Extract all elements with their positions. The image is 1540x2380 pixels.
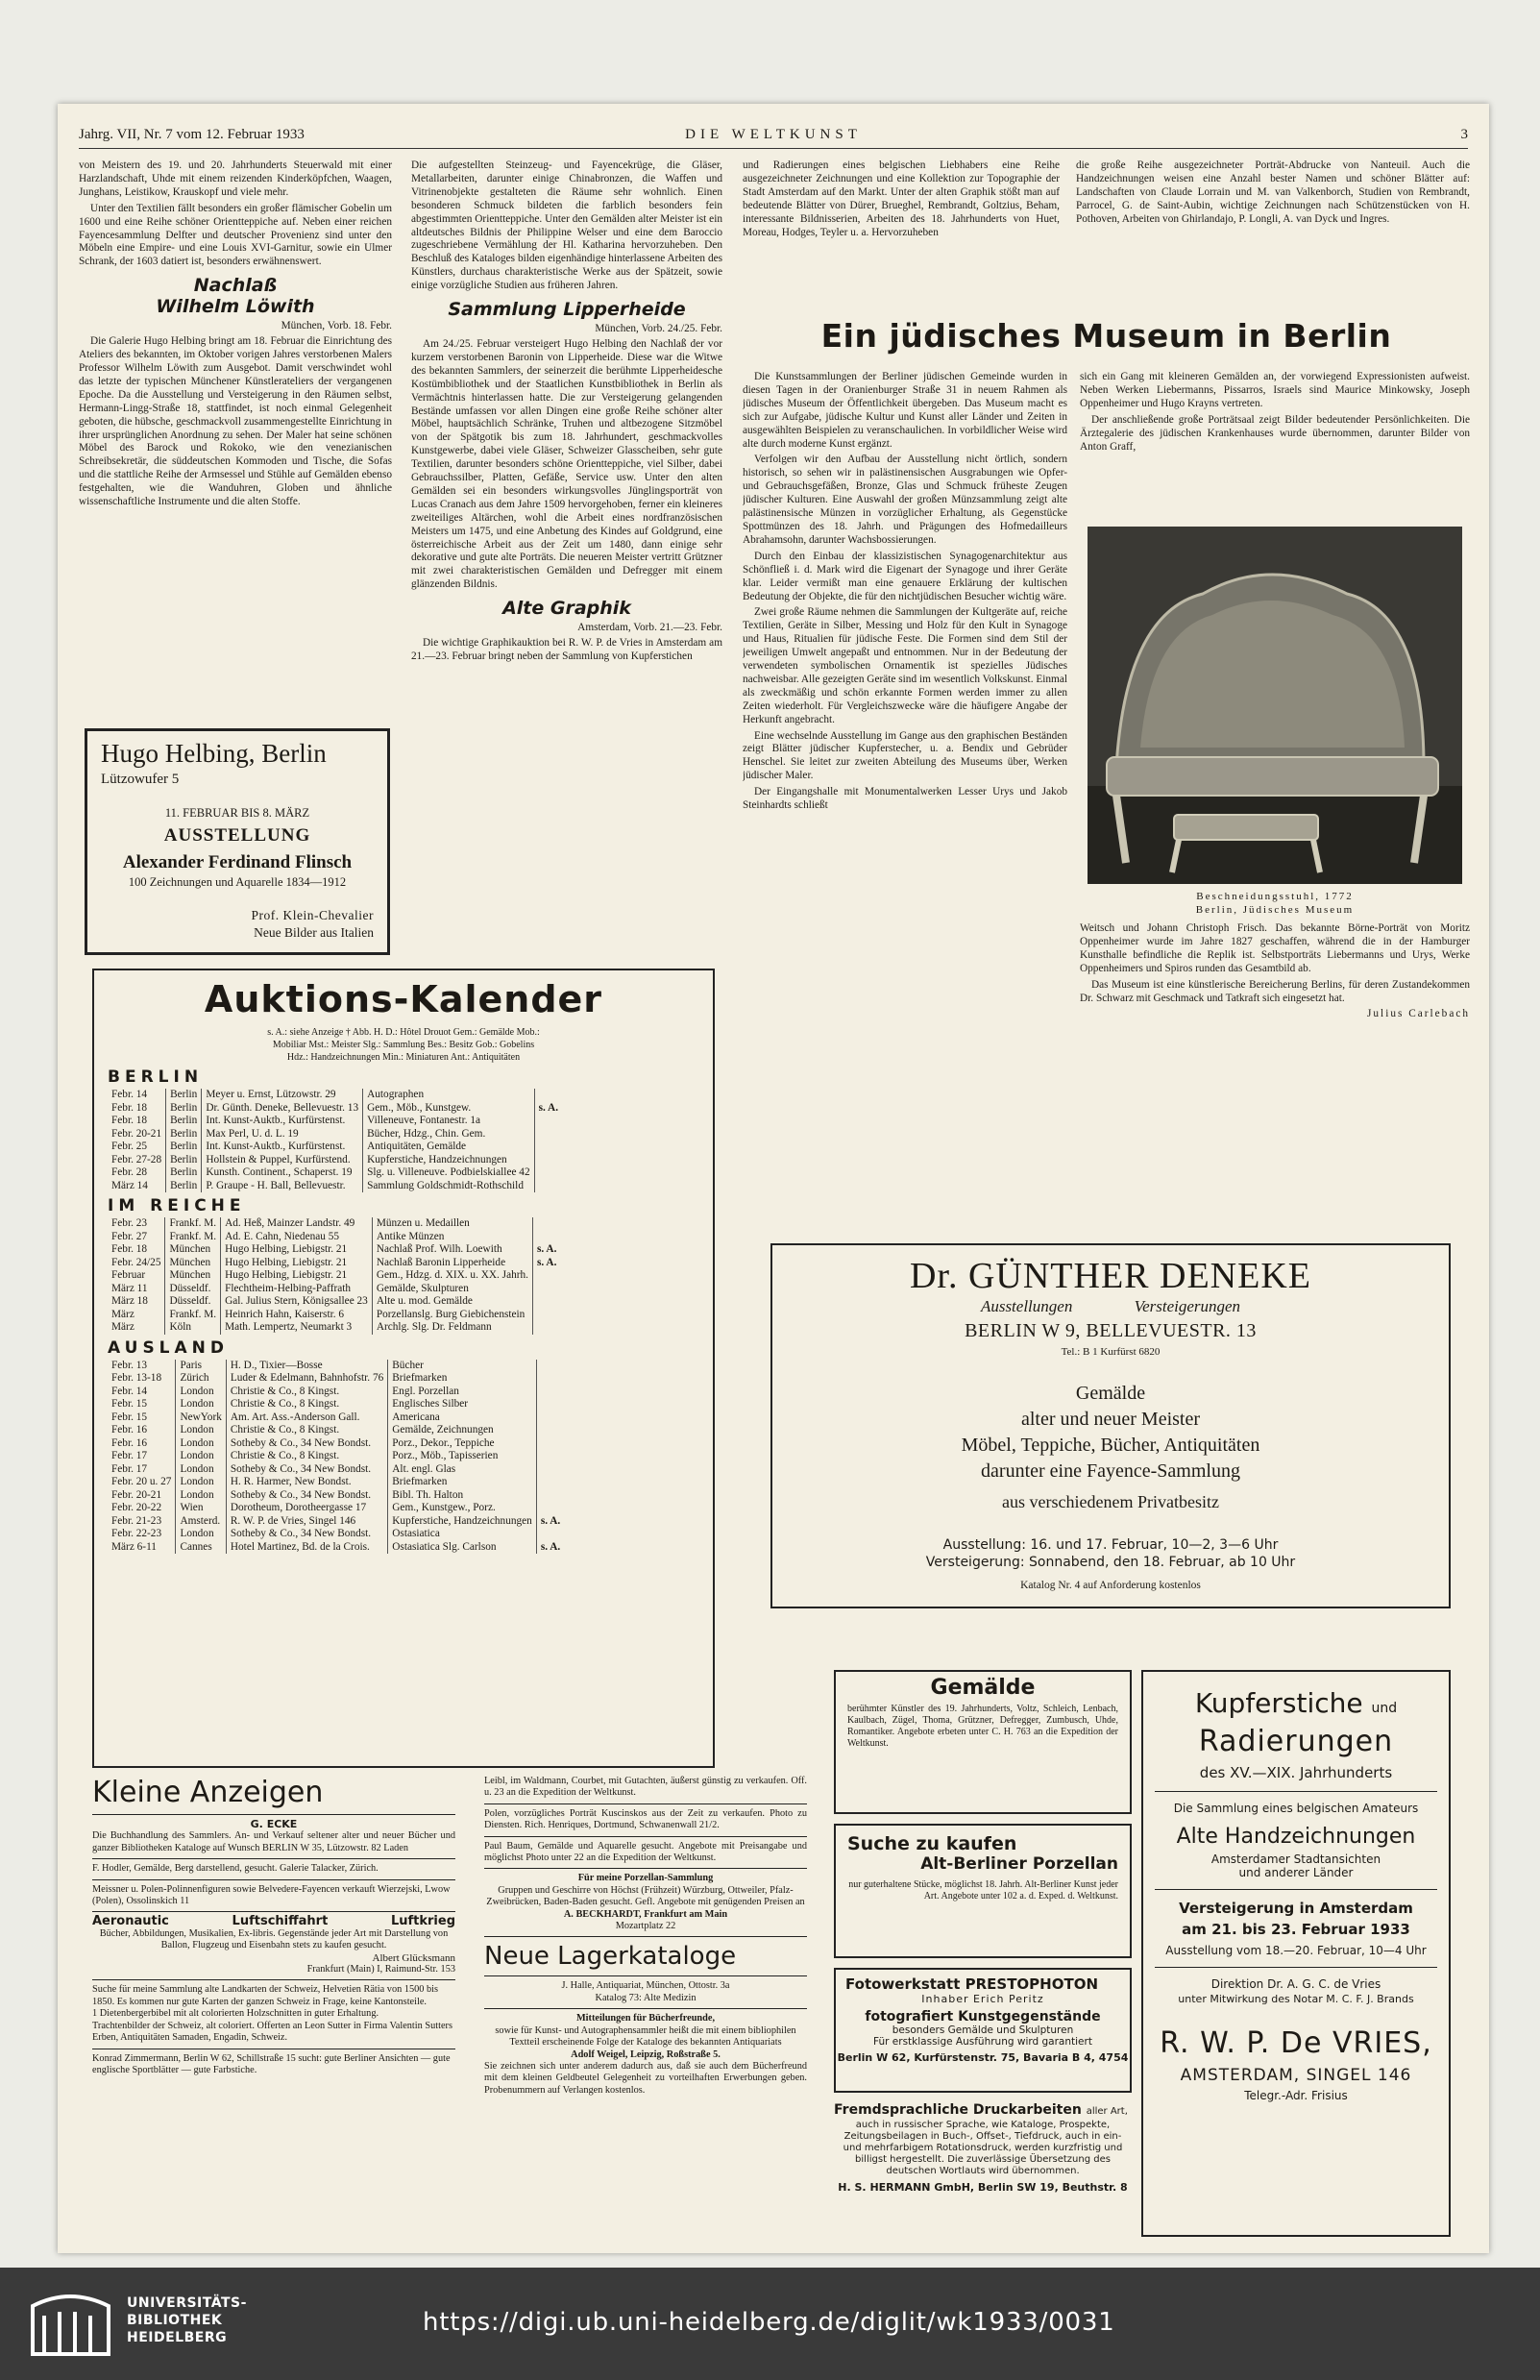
calendar-subject: Gemälde, Skulpturen	[372, 1283, 532, 1296]
museum-title: Ein jüdisches Museum in Berlin	[820, 317, 1392, 355]
calendar-ref	[534, 1154, 562, 1167]
calendar-date: Febr. 20-22	[111, 1502, 162, 1513]
calendar-subject: Porz., Dekor., Teppiche	[388, 1437, 537, 1451]
calendar-row	[108, 1463, 564, 1477]
calendar-row	[108, 1489, 564, 1503]
calendar-subject: Briefmarken	[388, 1372, 537, 1386]
calendar-ref	[534, 1115, 562, 1128]
calendar-row	[108, 1502, 564, 1515]
calendar-city: London	[176, 1424, 226, 1437]
calendar-date: Febr. 27	[111, 1230, 148, 1242]
calendar-row	[108, 1450, 564, 1463]
calendar-row	[108, 1386, 564, 1399]
lager-title: Neue Lagerkataloge	[484, 1942, 737, 1972]
calendar-subject: Gem., Hdzg. d. XIX. u. XX. Jahrh.	[372, 1269, 532, 1283]
calendar-row	[108, 1231, 560, 1244]
calendar-city: London	[176, 1437, 226, 1451]
calendar-ref	[532, 1321, 560, 1335]
calendar-row	[108, 1528, 564, 1541]
calendar-house: Sotheby & Co., 34 New Bondst.	[226, 1463, 387, 1477]
calendar-date: Febr. 25	[111, 1141, 148, 1152]
calendar-city: Frankf. M.	[165, 1231, 221, 1244]
calendar-date: Febr. 21-23	[111, 1514, 162, 1527]
university-library-logo-icon	[25, 2287, 116, 2362]
calendar-house: Luder & Edelmann, Bahnhofstr. 76	[226, 1372, 387, 1386]
calendar-subject: Archlg. Slg. Dr. Feldmann	[372, 1321, 532, 1335]
calendar-date: Febr. 15	[111, 1398, 148, 1410]
calendar-city: Wien	[176, 1502, 226, 1515]
calendar-city: Frankf. M.	[165, 1217, 221, 1231]
calendar-house: Hugo Helbing, Liebigstr. 21	[221, 1243, 373, 1257]
calendar-city: Berlin	[166, 1102, 202, 1116]
calendar-ref	[536, 1398, 564, 1411]
calendar-ref	[536, 1437, 564, 1451]
calendar-house: Christie & Co., 8 Kingst.	[226, 1450, 387, 1463]
calendar-subject: Gem., Möb., Kunstgew.	[363, 1102, 535, 1116]
calendar-city: London	[176, 1476, 226, 1489]
calendar-city: London	[176, 1386, 226, 1399]
calendar-subject: Alte u. mod. Gemälde	[372, 1295, 532, 1309]
calendar-city: Berlin	[166, 1128, 202, 1141]
calendar-house: Heinrich Hahn, Kaiserstr. 6	[221, 1309, 373, 1322]
calendar-ref	[532, 1283, 560, 1296]
calendar-house: Hugo Helbing, Liebigstr. 21	[221, 1257, 373, 1270]
calendar-city: Paris	[176, 1360, 226, 1373]
article-heading-graphik: Alte Graphik	[502, 598, 631, 620]
calendar-city: London	[176, 1528, 226, 1541]
calendar-ref	[536, 1489, 564, 1503]
museum-column-a: Die Kunstsammlungen der Berliner jüdischen Gemeinde wurden in diesen Tagen in der Oranienburger Straße 31 in neuem Rahmen als jüdisches Museum der Öffentlichkeit übergeben. Das Museum macht es sich zur Aufgabe, jüdische Kultur und Kunst aller Länder und Zeiten in ausgewählten Beispielen zu veranschaulichen. In vorbildlicher Weise wird alte durch moderne Kunst ergänzt. Verfolgen wir den Aufbau der Ausstellung nicht örtlich, sondern historisch, so sehen wir in palästinensischen Ausgrabungen wie Opfer- und Gebrauchsgefäßen, Bronze, Glas und Schmuck früheste Zeugen jüdischer Kulturen. Eine Auswahl der großen Münzsammlung zeigt alte palästinensische Münzen in vorzüglicher Erhaltung, als Gegenstücke Spottmünzen des 18. Jahrh. und Prägungen des Hofmedailleurs Abrahamsohn, darunter Wachsbossierungen. Durch den Einbau der klassizistischen Synagogenarchitektur aus Schönfließ i. d. Mark wird die Eigenart der Synagoge und ihrer Geräte klar. Leider vermißt man eine genauere Erklärung der kultischen Bedeutung der Objekte, die für den nichtjüdischen Besucher wichtig wäre. Zwei große Räume nehmen die Sammlungen der Kultgeräte auf, reiche Textilien, Geräte in Silber, Messing und Holz für den Kult in Synagoge und Haus, Ritualien für jüdische Feste. Die Formen sind dem Stil der jeweiligen Umwelt angepaßt und entnommen. Nur in der Bedeutung der verwendeten symbolischen Ornamentik ist spezielles Jüdisches nachweisbar. Alle gezeigten Geräte sind im wesentlich Volkskunst. Einmal als zweckmäßig und schön erkannte Formen werden immer zu allen Zeiten wiederholt. Für Vergleichszwecke wäre die häufigere Angabe der Herkunft angebracht. Eine wechselnde Ausstellung im Gange aus den graphischen Beständen zeigt Blätter jüdischer Kupferstecher, u. a. Bendix und Gebrüder Henschel. Sie leitet zur zweiten Abteilung des Museums über, Werken jüdischer Maler. Der Eingangshalle mit Monumentalwerken Lesser Urys und Jakob Steinhardts schließt	[743, 371, 1067, 812]
calendar-row	[108, 1243, 560, 1257]
calendar-row	[108, 1360, 564, 1373]
calendar-house: Sotheby & Co., 34 New Bondst.	[226, 1437, 387, 1451]
calendar-date: Febr. 20-21	[111, 1127, 162, 1140]
calendar-date: März 11	[111, 1282, 148, 1294]
calendar-ref	[532, 1269, 560, 1283]
calendar-house: Sotheby & Co., 34 New Bondst.	[226, 1528, 387, 1541]
calendar-subject: Kupferstiche, Handzeichnungen	[388, 1515, 537, 1529]
calendar-ref	[536, 1372, 564, 1386]
calendar-house: Meyer u. Ernst, Lützowstr. 29	[202, 1089, 363, 1102]
article-heading-loewith: Nachlaß Wilhelm Löwith	[156, 275, 315, 318]
article-author: Julius Carlebach	[1367, 1008, 1470, 1020]
calendar-row	[108, 1089, 562, 1102]
calendar-city: London	[176, 1450, 226, 1463]
calendar-city: NewYork	[176, 1411, 226, 1425]
calendar-subject: Autographen	[363, 1089, 535, 1102]
ad-helbing-name: Hugo Helbing, Berlin	[101, 739, 327, 768]
calendar-ref	[532, 1309, 560, 1322]
calendar-subject: Ostasiatica	[388, 1528, 537, 1541]
calendar-subject: Gemälde, Zeichnungen	[388, 1424, 537, 1437]
calendar-subject: Nachlaß Baronin Lipperheide	[372, 1257, 532, 1270]
calendar-row	[108, 1166, 562, 1180]
calendar-date: Febr. 22-23	[111, 1528, 162, 1539]
calendar-row	[108, 1424, 564, 1437]
newspaper-scan	[58, 104, 1489, 2253]
calendar-city: Berlin	[166, 1141, 202, 1154]
calendar-row	[108, 1128, 562, 1141]
page-header	[79, 123, 1468, 149]
calendar-subject: Münzen u. Medaillen	[372, 1217, 532, 1231]
calendar-date: Febr. 18	[111, 1243, 148, 1255]
calendar-subject: Alt. engl. Glas	[388, 1463, 537, 1477]
calendar-ref	[532, 1295, 560, 1309]
calendar-ref	[536, 1463, 564, 1477]
calendar-subject: Sammlung Goldschmidt-Rothschild	[363, 1180, 535, 1193]
calendar-ref	[536, 1424, 564, 1437]
calendar-house: Max Perl, U. d. L. 19	[202, 1128, 363, 1141]
calendar-city: München	[165, 1269, 221, 1283]
calendar-subject: Gem., Kunstgew., Porz.	[388, 1502, 537, 1515]
calendar-ref	[536, 1476, 564, 1489]
calendar-row	[108, 1398, 564, 1411]
calendar-ref	[536, 1360, 564, 1373]
middle-ads: Leibl, im Waldmann, Courbet, mit Gutachten, äußerst günstig zu verkaufen. Off. u. 23 an die Expedition der Weltkunst. Polen, vorzügliches Porträt Kuscinskos aus der Zeit zu verkaufen. Photo zu Diensten. Rich. Henriques, Dortmund, Schwanenwall 21/2. Paul Baum, Gemälde und Aquarelle gesucht. Angebote mit Preisangabe und möglichst Photo unter 22 an die Expedition der Weltkunst. Für meine Porzellan-Sammlung Gruppen und Geschirre von Höchst (Frühzeit) Würzburg, Ottweiler, Pfalz-Zweibrücken, Baden-Baden gesucht. Gefl. Angebote mit genügenden Preisen an A. BECKHARDT, Frankfurt am Main Mozartplatz 22 Neue Lagerkataloge J. Halle, Antiquariat, München, Ottostr. 3a Katalog 73: Alte Medizin Mitteilungen für Bücherfreunde, sowie für Kunst- und Autographensammler heißt die mit einem bibliophilen Textteil erscheinende Folge der Kataloge des bekannten Antiquariats Adolf Weigel, Leipzig, Roßstraße 5. Sie zeichnen sich unter anderem dadurch aus, daß sie auch dem Bücherfreund mit dem kleinen Geldbeutel Gelegenheit zu vorteilhaften Erwerbungen geben. Probenummern auf Verlangen kostenlos.	[484, 1776, 807, 2096]
calendar-row	[108, 1372, 564, 1386]
calendar-city: Cannes	[176, 1541, 226, 1555]
calendar-row	[108, 1180, 562, 1193]
calendar-house: Sotheby & Co., 34 New Bondst.	[226, 1489, 387, 1503]
column-4-top: die große Reihe ausgezeichneter Porträt-Abdrucke von Nanteuil. Auch die Handzeichnungen weisen eine Anzahl bester Namen und schöner Blätter auf: Landschaften von Claude Lorrain und M. van Valkenborch, Studien von Rembrandt, Parrocel, G. de Saint-Aubin, wichtige Zeichnungen nach Schützenstücken von H. Pothoven, Arbeiten von Ghirlandajo, P. Longli, A. van Dyck und Ingres.	[1076, 159, 1470, 225]
calendar-date: Febr. 14	[111, 1385, 148, 1397]
calendar-section-ausland: AUSLAND	[108, 1337, 230, 1358]
calendar-row	[108, 1437, 564, 1451]
calendar-section-berlin: BERLIN	[108, 1067, 204, 1087]
calendar-city: Düsseldf.	[165, 1283, 221, 1296]
ad-deneke-name: Dr. GÜNTHER DENEKE	[909, 1256, 1311, 1296]
calendar-house: Ad. Heß, Mainzer Landstr. 49	[221, 1217, 373, 1231]
ad-helbing: Hugo Helbing, Berlin Lützowufer 5 11. FEBRUAR BIS 8. MÄRZ AUSSTELLUNG Alexander Ferdinand Flinsch 100 Zeichnungen und Aquarelle 1834—1912 Prof. Klein-Chevalier Neue Bilder aus Italien	[85, 728, 390, 955]
calendar-house: Christie & Co., 8 Kingst.	[226, 1424, 387, 1437]
calendar-section-reich: IM REICHE	[108, 1196, 246, 1215]
calendar-date: März 18	[111, 1295, 148, 1307]
calendar-city: München	[165, 1257, 221, 1270]
calendar-house: Christie & Co., 8 Kingst.	[226, 1398, 387, 1411]
calendar-row	[108, 1309, 560, 1322]
calendar-date: Febr. 20 u. 27	[111, 1476, 172, 1487]
calendar-row	[108, 1411, 564, 1425]
calendar-date: Febr. 17	[111, 1462, 148, 1475]
calendar-house: Christie & Co., 8 Kingst.	[226, 1386, 387, 1399]
chair-illustration	[1088, 527, 1462, 884]
calendar-city: London	[176, 1489, 226, 1503]
calendar-ref: s. A.	[536, 1515, 564, 1529]
column-2: Die aufgestellten Steinzeug- und Fayencekrüge, die Gläser, Metallarbeiten, darunter einige Chinabronzen, die Waffen und Vitrinenobjekte gestalteten die Räume sehr wohnlich. Einen besonderen Schmuck bildeten die farblich besonders fein abgestimmten Orientteppiche. Unter den Gemälden alter Meister ist ein altdeutsches Bildnis der Philippine Welser und eine dem Baroccio zugeschriebene Vermählung der Hl. Katharina hervorzuheben. Den Beschluß des Kataloges bilden eigenhändige hinterlassene Arbeiten des Künstlers, durchaus charakteristische Werke aus der Spätzeit, sowie einige vorzügliche Studien aus früheren Jahren. Sammlung Lipperheide München, Vorb. 24./25. Febr. Am 24./25. Februar versteigert Hugo Helbing den Nachlaß der vor kurzem verstorbenen Baronin von Lipperheide. Diese war die Witwe des bekannten Sammlers, der seinerzeit die berühmte Lipperheidesche Kostümbibliothek und der Staatlichen Kunstbibliothek in Berlin als Vermächtnis hinterlassen hatte. Die zur Versteigerung gelangenden Bestände umfassen vor allen Dingen eine große Reihe schöner alter Möbel, hauptsächlich Schränke, Truhen und altbezogene Sitzmöbel von der Spätgotik bis zum 18. Jahrhundert, geschmackvolles Kunstgewerbe, dabei viele Gläser, Schweizer Glasscheiben, sehr gute Textilien, darunter besonders schöne Orientteppiche, viel Silber, dabei Gebrauchssilber, Platten, Gefäße, Service usw. Unter den alten Gemälden sei ein besonders wirkungsvolles Jünglingsporträt von Lucas Cranach aus dem Jahre 1509 hervorgehoben, ferner ein kleineres zweiteiliges Altärchen, wohl die Arbeit eines nordfranzösischen Meisters um 1475, und eine Anbetung des Kindes auf Goldgrund, eine österreichische Arbeit aus der Zeit um 1480, dann einige sehr dekorative und gute alte Porträts. Die neueren Meister vertritt Grützner mit zwei charakteristischen Gemälden und Defregger mit einem glänzenden Bildnis. Alte Graphik Amsterdam, Vorb. 21.—23. Febr. Die wichtige Graphikauktion bei R. W. P. de Vries in Amsterdam am 21.—23. Februar bringt neben der Sammlung von Kupferstichen	[411, 159, 722, 662]
calendar-row	[108, 1154, 562, 1167]
ad-prestophoton: Fotowerkstatt PRESTOPHOTON Inhaber Erich Peritz fotografiert Kunstgegenstände besonders Gemälde und Skulpturen Für erstklassige Ausführung wird garantiert Berlin W 62, Kurfürstenstr. 75, Bavaria B 4, 4754	[834, 1968, 1132, 2093]
ad-deneke: Dr. GÜNTHER DENEKE Ausstellungen Versteigerungen BERLIN W 9, BELLEVUESTR. 13 Tel.: B 1 Kurfürst 6820 Gemälde alter und neuer Meister Möbel, Teppiche, Bücher, Antiquitäten darunter eine Fayence-Sammlung aus verschiedenem Privatbesitz Ausstellung: 16. und 17. Februar, 10—2, 3—6 Uhr Versteigerung: Sonnabend, den 18. Februar, ab 10 Uhr Katalog Nr. 4 auf Anforderung kostenlos	[770, 1243, 1451, 1608]
museum-column-b-end: Weitsch und Johann Christoph Frisch. Das bekannte Börne-Porträt von Moritz Oppenheimer wurde im Jahre 1827 geschaffen, während die in der Hamburger Kunsthalle befindliche die Replik ist. Selbstporträts Liebermanns und Urys, Werke Oppenheimers und Spiros runden das Gesamtbild ab. Das Museum ist eine künstlerische Bereicherung Berlins, für deren Zustandekommen Dr. Schwarz mit Geschmack und Tatkraft sich eingesetzt hat. Julius Carlebach	[1080, 922, 1470, 1020]
calendar-house: P. Graupe - H. Ball, Bellevuestr.	[202, 1180, 363, 1193]
calendar-date: März 6-11	[111, 1540, 157, 1553]
calendar-city: München	[165, 1243, 221, 1257]
calendar-ref	[534, 1128, 562, 1141]
calendar-subject: Briefmarken	[388, 1476, 537, 1489]
calendar-house: Int. Kunst-Auktb., Kurfürstenst.	[202, 1141, 363, 1154]
calendar-ref	[532, 1217, 560, 1231]
calendar-date: Febr. 17	[111, 1450, 148, 1461]
calendar-subject: Bücher, Hdzg., Chin. Gem.	[363, 1128, 535, 1141]
calendar-subject: Slg. u. Villeneuve. Podbielskiallee 42	[363, 1166, 535, 1180]
calendar-ref	[536, 1502, 564, 1515]
calendar-city: Berlin	[166, 1154, 202, 1167]
calendar-row	[108, 1541, 564, 1555]
calendar-row	[108, 1115, 562, 1128]
ad-suche-porzellan: Suche zu kaufen Alt-Berliner Porzellan nur guterhaltene Stücke, möglichst 18. Jahrh. Alt-Berliner Kunst jeder Art. Angebote unter 102 a. d. Exped. d. Weltkunst.	[834, 1824, 1132, 1958]
calendar-date: Febr. 20-21	[111, 1488, 162, 1501]
calendar-date: Febr. 27-28	[111, 1153, 162, 1165]
article-heading-lipperheide: Sammlung Lipperheide	[448, 299, 686, 321]
calendar-house: Kunsth. Continent., Schaperst. 19	[202, 1166, 363, 1180]
calendar-ref	[536, 1411, 564, 1425]
library-footer	[0, 2268, 1540, 2380]
calendar-ref	[536, 1528, 564, 1541]
calendar-subject: Engl. Porzellan	[388, 1386, 537, 1399]
calendar-table-ausland	[108, 1360, 564, 1555]
source-url-link[interactable]: https://digi.ub.uni-heidelberg.de/diglit/wk1933/0031	[423, 2308, 1115, 2337]
calendar-date: März 14	[111, 1179, 148, 1191]
calendar-date: März	[111, 1321, 134, 1333]
calendar-row	[108, 1257, 560, 1270]
calendar-city: Düsseldf.	[165, 1295, 221, 1309]
calendar-date: Febr. 16	[111, 1424, 148, 1435]
auction-calendar	[92, 969, 715, 1768]
calendar-subject: Porz., Möb., Tapisserien	[388, 1450, 537, 1463]
calendar-subject: Kupferstiche, Handzeichnungen	[363, 1154, 535, 1167]
calendar-table-berlin	[108, 1089, 562, 1192]
calendar-row	[108, 1269, 560, 1283]
calendar-row	[108, 1141, 562, 1154]
calendar-house: H. R. Harmer, New Bondst.	[226, 1476, 387, 1489]
calendar-house: Gal. Julius Stern, Königsallee 23	[221, 1295, 373, 1309]
calendar-city: Berlin	[166, 1089, 202, 1102]
calendar-house: Dr. Günth. Deneke, Bellevuestr. 13	[202, 1102, 363, 1116]
calendar-house: Hollstein & Puppel, Kurfürstend.	[202, 1154, 363, 1167]
calendar-ref	[534, 1166, 562, 1180]
calendar-row	[108, 1295, 560, 1309]
calendar-house: Dorotheum, Dorotheergasse 17	[226, 1502, 387, 1515]
calendar-house: Math. Lempertz, Neumarkt 3	[221, 1321, 373, 1335]
calendar-subject: Porzellanslg. Burg Giebichenstein	[372, 1309, 532, 1322]
calendar-row	[108, 1283, 560, 1296]
calendar-subject: Americana	[388, 1411, 537, 1425]
calendar-city: Frankf. M.	[165, 1309, 221, 1322]
calendar-house: Ad. E. Cahn, Niedenau 55	[221, 1231, 373, 1244]
calendar-date: Febr. 14	[111, 1089, 148, 1100]
ad-de-vries: Kupferstiche und Radierungen des XV.—XIX. Jahrhunderts Die Sammlung eines belgischen Amateurs Alte Handzeichnungen Amsterdamer Stadtansichten und anderer Länder Versteigerung in Amsterdam am 21. bis 23. Februar 1933 Ausstellung vom 18.—20. Februar, 10—4 Uhr Direktion Dr. A. G. C. de Vries unter Mitwirkung des Notar M. C. F. J. Brands R. W. P. De VRIES, AMSTERDAM, SINGEL 146 Telegr.-Adr. Frisius	[1141, 1670, 1451, 2237]
calendar-ref: s. A.	[532, 1257, 560, 1270]
dateline: München, Vorb. 18. Febr.	[281, 320, 392, 332]
calendar-date: Febr. 24/25	[111, 1256, 161, 1268]
library-name: UNIVERSITÄTS- BIBLIOTHEK HEIDELBERG	[127, 2295, 247, 2345]
calendar-city: Amsterd.	[176, 1515, 226, 1529]
calendar-subject: Ostasiatica Slg. Carlson	[388, 1541, 537, 1555]
photo-caption: Beschneidungsstuhl, 1772 Berlin, Jüdisches Museum	[1195, 891, 1355, 916]
calendar-ref	[532, 1231, 560, 1244]
kleine-anzeigen: Kleine Anzeigen G. ECKE Die Buchhandlung des Sammlers. An- und Verkauf seltener alter und neuer Bücher und ganzer Bibliotheken Kataloge auf Wunsch BERLIN W 35, Lützowstr. 82 Laden F. Hodler, Gemälde, Berg darstellend, gesucht. Galerie Talacker, Zürich. Meissner u. Polen-Polinnenfiguren sowie Belvedere-Fayencen verkauft Wierzejski, Lwow (Polen), Ossolinskich 11 Aeronautic Luftschiffahrt Luftkrieg Bücher, Abbildungen, Musikalien, Ex-libris. Gegenstände jeder Art mit Darstellung von Ballon, Flugzeug und Eisenbahn stets zu kaufen gesucht. Albert Glücksmann Frankfurt (Main) I, Raimund-Str. 153 Suche für meine Sammlung alte Landkarten der Schweiz, Helvetien Rätia von 1500 bis 1850. Es kommen nur gute Karten der ganzen Schweiz in Frage, keine Kantonsteile. 1 Dietenbergerbibel mit alt colorierten Holzschnitten in guter Erhaltung. Trachtenbilder der Schweiz, alt coloriert. Offerten an Leon Sutter in Firma Valentin Sutters Erben, Antiquitäten Samaden, Engadin, Schweiz. Konrad Zimmermann, Berlin W 62, Schillstraße 15 sucht: gute Berliner Ansichten — gute englische Sportblätter — gute Farbstiche.	[92, 1776, 455, 2075]
calendar-house: R. W. P. de Vries, Singel 146	[226, 1515, 387, 1529]
calendar-subject: Bibl. Th. Halton	[388, 1489, 537, 1503]
masthead: DIE WELTKUNST	[685, 127, 862, 142]
calendar-city: Köln	[165, 1321, 221, 1335]
calendar-subject: Antiquitäten, Gemälde	[363, 1141, 535, 1154]
calendar-date: März	[111, 1308, 134, 1320]
calendar-house: Am. Art. Ass.-Anderson Gall.	[226, 1411, 387, 1425]
calendar-house: Flechtheim-Helbing-Paffrath	[221, 1283, 373, 1296]
calendar-row	[108, 1476, 564, 1489]
calendar-date: Febr. 15	[111, 1411, 148, 1423]
col1-paragraph: Unter den Textilien fällt besonders ein großer flämischer Gobelin um 1600 und eine Reihe schöner Orientteppiche auf. Neben einer reichen Fayencesammlung Delfter und deutscher Provenienz sind unter den Möbeln eine Empire- und eine Louis XVI-Garnitur, sowie ein Ulmer Schrank, der 1603 datiert ist, besonders erwähnenswert.	[79, 202, 392, 268]
calendar-table-reich	[108, 1217, 560, 1335]
page-number: 3	[1460, 127, 1468, 142]
calendar-house: Int. Kunst-Auktb., Kurfürstenst.	[202, 1115, 363, 1128]
museum-photo-chair	[1088, 527, 1462, 884]
article-body-loewith: Die Galerie Hugo Helbing bringt am 18. Februar die Einrichtung des Ateliers des bekannten, im Oktober vorigen Jahres verstorbenen Malers Professor Wilhelm Löwith zum Ausgebot. Damit verschwindet wohl das letzte der typischen Münchener Künstlerateliers der vergangenen Epoche. Da die Ausstellung und Versteigerung in den Räumen selbst, Hermann-Lingg-Straße 18, stattfindet, ist noch einmal Gelegenheit geboten, die hübsche, geschmackvoll zusammengestellte Einrichtung in ihrer ursprünglichen Anordnung zu sehen. Der Maler hat seine schönen Möbel des Barock und Rokoko, wie den venezianischen Schreibsekretär, die süddeutschen Kommoden und Tische, die Sofas und die stattliche Reihe der Armsessel und Stühle auf Gemälden ebenso festgehalten, wie die Wanduhren, Globen und ähnliche wissenschaftliche Instrumente und die alten Stoffe.	[79, 335, 392, 508]
kleine-anzeigen-title: Kleine Anzeigen	[92, 1776, 324, 1809]
calendar-date: Febr. 18	[111, 1101, 148, 1114]
issue-line: Jahrg. VII, Nr. 7 vom 12. Februar 1933	[79, 127, 305, 142]
column-1	[79, 159, 392, 717]
calendar-ref	[534, 1089, 562, 1102]
calendar-subject: Bücher	[388, 1360, 537, 1373]
calendar-date: Febr. 16	[111, 1436, 148, 1449]
calendar-date: Febr. 13-18	[111, 1372, 162, 1384]
calendar-house: Hotel Martinez, Bd. de la Crois.	[226, 1541, 387, 1555]
calendar-city: Berlin	[166, 1115, 202, 1128]
ad-druckarbeiten: Fremdsprachliche Druckarbeiten aller Art, auch in russischer Sprache, wie Kataloge, Prospekte, Zeitungsbeilagen in Buch-, Offset-, Tiefdruck, auch in ein- und mehrfarbigem Rotationsdruck, werden kurzfristig und billigst hergestellt. Die zuverlässige Übersetzung des deutschen Wortlauts wird übernommen. H. S. HERMANN GmbH, Berlin SW 19, Beuthstr. 8	[834, 2102, 1128, 2194]
calendar-date: Febr. 23	[111, 1217, 148, 1229]
calendar-ref	[534, 1141, 562, 1154]
calendar-legend: s. A.: siehe Anzeige † Abb. H. D.: Hôtel Drouot Gem.: Gemälde Mob.: Mobiliar Mst.: Meister Slg.: Sammlung Bes.: Besitz Gob.: Gobelins Hdz.: Handzeichnungen Min.: Miniaturen Ant.: Antiquitäten	[267, 1027, 540, 1063]
calendar-city: London	[176, 1463, 226, 1477]
calendar-subject: Villeneuve, Fontanestr. 1a	[363, 1115, 535, 1128]
calendar-ref: s. A.	[534, 1102, 562, 1116]
ad-gemaelde: Gemälde berühmter Künstler des 19. Jahrhunderts, Voltz, Schleich, Lenbach, Kaulbach, Zügel, Thoma, Grützner, Defregger, Zumbusch, Uhde, Romantiker. Angebote erbeten unter C. H. 763 an die Expedition der Weltkunst.	[834, 1670, 1132, 1814]
museum-column-b: sich ein Gang mit kleineren Gemälden an, der vorwiegend Expressionisten aufweist. Neben Werken Liebermanns, Pissarros, Israels sind Maurice Minkowsky, Joseph Oppenheimer und Hugo Krayns vertreten. Der anschließende große Porträtsaal zeigt Bilder bedeutender Persönlichkeiten. Die Ärztegalerie des jüdischen Krankenhauses wurde übernommen, darunter Bilder von Anton Graff,	[1080, 371, 1470, 453]
calendar-row	[108, 1217, 560, 1231]
calendar-subject: Nachlaß Prof. Wilh. Loewith	[372, 1243, 532, 1257]
calendar-house: Hugo Helbing, Liebigstr. 21	[221, 1269, 373, 1283]
calendar-date: Februar	[111, 1269, 146, 1281]
calendar-date: Febr. 28	[111, 1166, 148, 1178]
calendar-city: Berlin	[166, 1166, 202, 1180]
calendar-row	[108, 1102, 562, 1116]
calendar-city: London	[176, 1398, 226, 1411]
calendar-ref: s. A.	[536, 1541, 564, 1555]
calendar-row	[108, 1321, 560, 1335]
calendar-date: Febr. 13	[111, 1359, 148, 1371]
calendar-ref	[536, 1450, 564, 1463]
col1-intro: von Meistern des 19. und 20. Jahrhunderts Steuerwald mit einer Harzlandschaft, Uhde mit einem reizenden Kinderköpfchen, Waagen, Junghans, Leistikow, Krauskopf und viele mehr.	[79, 159, 392, 198]
calendar-ref: s. A.	[532, 1243, 560, 1257]
column-3-top: und Radierungen eines belgischen Liebhabers eine Reihe ausgezeichneter Zeichnungen und eine Kollektion zur Topographie der Stadt Amsterdam auf den Markt. Unter der alten Graphik stößt man auf bedeutende Blätter von Dürer, Brueghel, Rembrandt, Goltzius, Beham, interessante Bildnisserien, Arbeiten des 18. Jahrhunderts von Huet, Moreau, Hodges, Teyler u. a. Hervorzuheben	[743, 159, 1060, 238]
calendar-subject: Englisches Silber	[388, 1398, 537, 1411]
calendar-row	[108, 1515, 564, 1529]
calendar-ref	[534, 1180, 562, 1193]
article-body-lipperheide: Am 24./25. Februar versteigert Hugo Helbing den Nachlaß der vor kurzem verstorbenen Baronin von Lipperheide. Diese war die Witwe des bekannten Sammlers, der seinerzeit die berühmte Lipperheidesche Kostümbibliothek und der Staatlichen Kunstbibliothek in Berlin als Vermächtnis hinterlassen hatte. Die zur Versteigerung gelangenden Bestände umfassen vor allen Dingen eine große Reihe schöner alter Möbel, hauptsächlich Schränke, Truhen und altbezogene Sitzmöbel von der Spätgotik bis zum 18. Jahrhundert, geschmackvolles Kunstgewerbe, dabei viele Gläser, Schweizer Glasscheiben, sehr gute Textilien, darunter besonders schöne Orientteppiche, viel Silber, dabei Gebrauchssilber, Platten, Gefäße, Service usw. Unter den alten Gemälden sei ein besonders wirkungsvolles Jünglingsporträt von Lucas Cranach aus dem Jahre 1509 hervorgehoben, ferner ein kleineres zweiteiliges Altärchen, wohl die Arbeit eines nordfranzösischen Meisters um 1475, und eine Anbetung des Kindes auf Goldgrund, eine österreichische Arbeit aus der Zeit um 1480, dann einige sehr dekorative und gute alte Porträts. Die neueren Meister vertritt Grützner mit zwei charakteristischen Gemälden und Defregger mit einem glänzenden Bildnis.	[411, 337, 722, 591]
calendar-title: Auktions-Kalender	[204, 978, 603, 1020]
calendar-house: H. D., Tixier—Bosse	[226, 1360, 387, 1373]
calendar-city: Berlin	[166, 1180, 202, 1193]
calendar-date: Febr. 18	[111, 1115, 148, 1126]
calendar-subject: Antike Münzen	[372, 1231, 532, 1244]
calendar-city: Zürich	[176, 1372, 226, 1386]
calendar-ref	[536, 1386, 564, 1399]
